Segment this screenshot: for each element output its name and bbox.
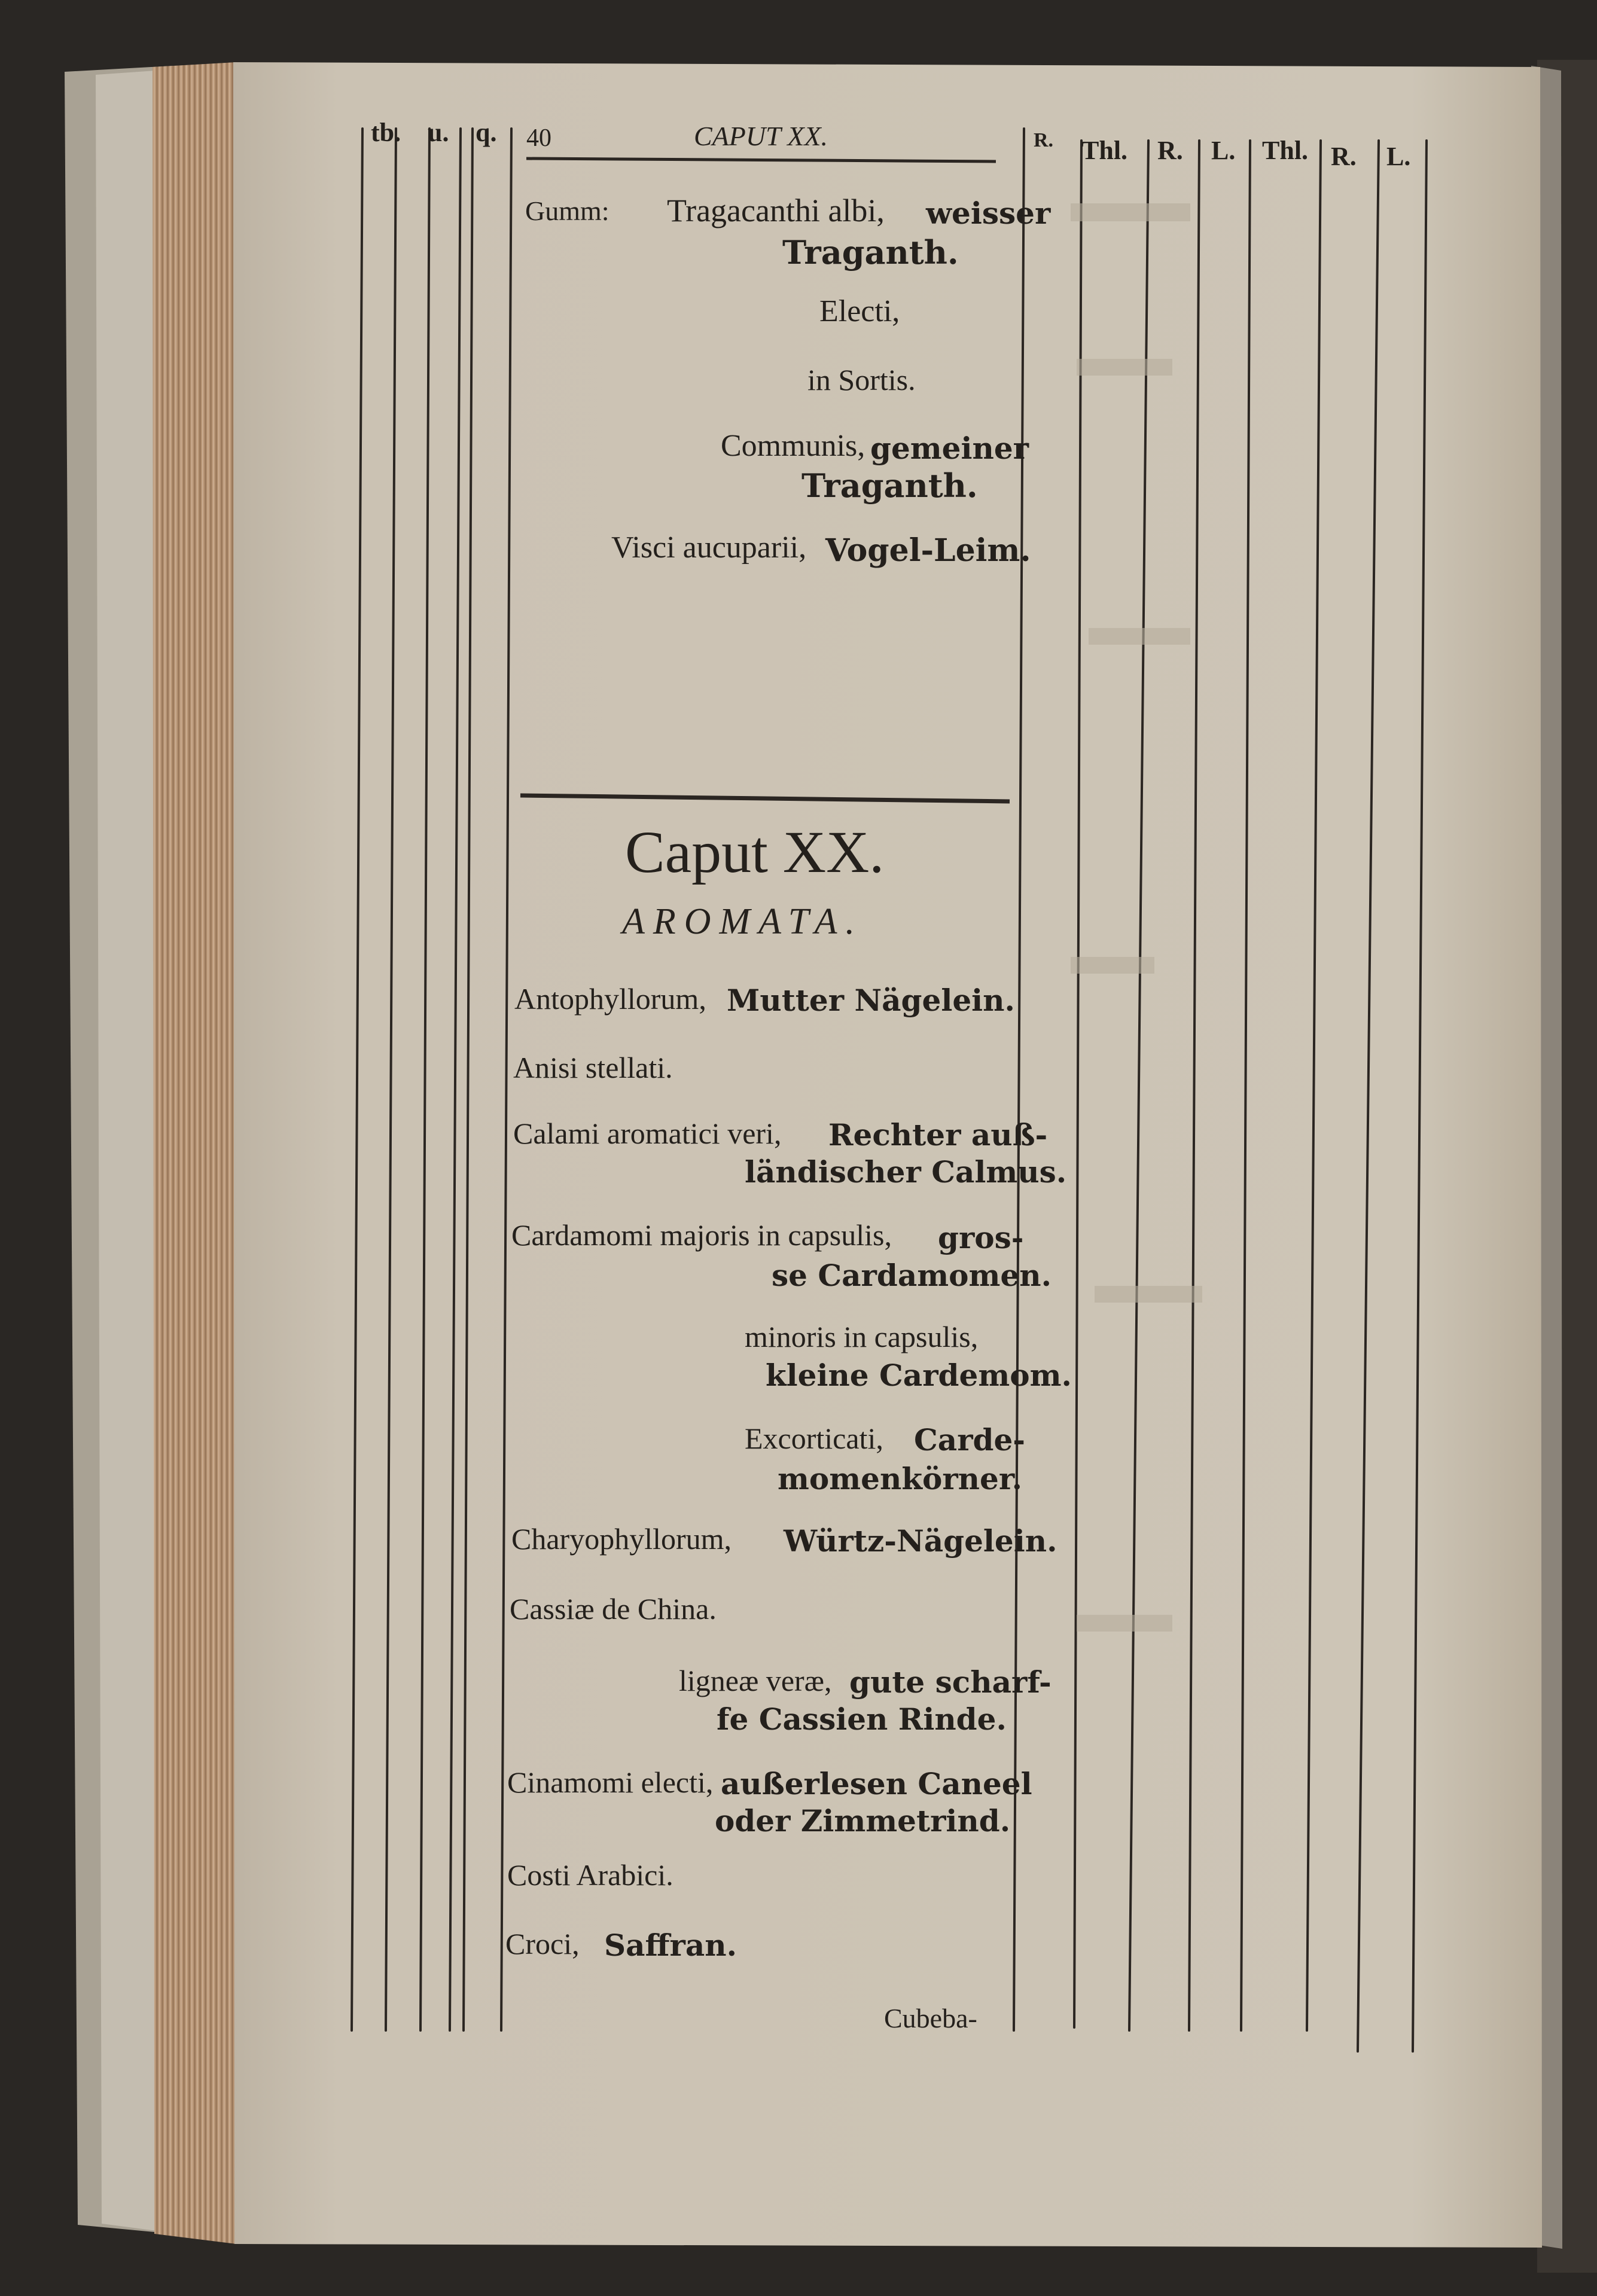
chapter-subheading: AROMATA. [622, 901, 863, 942]
entry-german: gemeiner [870, 431, 1029, 466]
col-header-thl1: Thl. [1081, 136, 1128, 165]
entry-german: Mutter Nägelein. [727, 983, 1015, 1018]
entry-latin: Visci aucuparii, [611, 530, 807, 565]
entry-latin: Cinamomi electi, [507, 1766, 714, 1799]
col-header-q: q. [476, 118, 497, 147]
entry-latin: Electi, [819, 294, 900, 328]
entry-latin: Calami aromatici veri, [513, 1117, 782, 1150]
catchword: Cubeba- [884, 2003, 977, 2033]
entry-german: weisser [926, 196, 1051, 231]
page-number: 40 [526, 124, 551, 152]
entry-german: Carde- [914, 1422, 1026, 1458]
entry-latin: Communis, [721, 429, 865, 463]
entry-german-cont: momenkörner. [778, 1461, 1022, 1496]
entry-latin: Tragacanthi albi, [667, 193, 885, 228]
entry-german-cont: oder Zimmetrind. [715, 1803, 1011, 1838]
chapter-heading: Caput XX. [625, 819, 885, 885]
entry-latin: Cassiæ de China. [510, 1592, 717, 1626]
entry-german-cont: kleine Cardemom. [766, 1358, 1072, 1393]
entry-latin: Anisi stellati. [513, 1051, 673, 1084]
col-header-tb: tb. [371, 118, 401, 147]
entry-latin: Antophyllorum, [514, 982, 706, 1016]
entry-german: außerlesen Caneel [721, 1766, 1032, 1801]
col-header-r3: R. [1331, 142, 1357, 171]
entry-german: Würtz-Nägelein. [784, 1523, 1057, 1559]
running-title: CAPUT XX. [694, 121, 828, 151]
entry-german: Rechter auß- [828, 1117, 1048, 1152]
col-header-l2: L. [1386, 142, 1411, 171]
entry-latin: Costi Arabici. [507, 1858, 673, 1892]
col-header-thl2: Thl. [1262, 136, 1309, 165]
entry-latin: Charyophyllorum, [511, 1522, 732, 1556]
entry-german-cont: se Cardamomen. [772, 1258, 1052, 1293]
entry-german-cont: fe Cassien Rinde. [717, 1702, 1007, 1737]
col-header-r1: R. [1034, 129, 1054, 151]
entry-prefix: Gumm: [525, 196, 609, 226]
entry-german-cont: Traganth. [801, 466, 978, 505]
entry-latin: in Sortis. [807, 363, 916, 397]
entry-german-cont: Traganth. [782, 233, 959, 272]
entry-german-cont: ländischer Calmus. [745, 1154, 1067, 1190]
entry-latin: ligneæ veræ, [679, 1664, 832, 1697]
col-header-r2: R. [1157, 136, 1183, 165]
col-header-l1: L. [1211, 136, 1236, 165]
entry-german: gros- [938, 1220, 1024, 1255]
entry-latin: Croci, [505, 1927, 580, 1960]
entry-latin: minoris in capsulis, [745, 1320, 979, 1353]
entry-german: gute scharf- [849, 1664, 1052, 1700]
entry-latin: Cardamomi majoris in capsulis, [511, 1218, 892, 1252]
entry-latin: Excorticati, [745, 1422, 883, 1455]
col-header-u: u. [428, 118, 449, 147]
entry-german: Saffran. [604, 1928, 737, 1963]
entry-german: Vogel-Leim. [825, 532, 1031, 569]
